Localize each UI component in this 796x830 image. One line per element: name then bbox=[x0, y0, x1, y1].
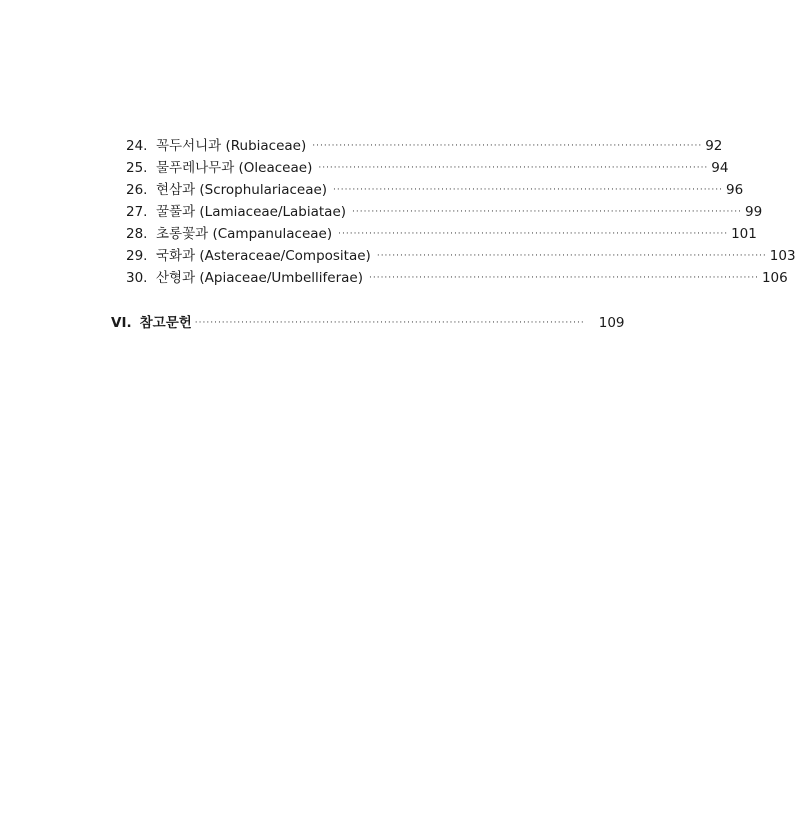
entry-title: 초롱꽃과 (Campanulaceae) bbox=[156, 226, 333, 242]
entry-number: 26. bbox=[126, 182, 148, 198]
toc-entry-29[interactable] bbox=[126, 246, 796, 266]
dot-leader: ····································································································· bbox=[318, 163, 709, 173]
entry-page-number: 101 bbox=[731, 226, 757, 242]
chapter-title: 참고문헌 bbox=[139, 315, 192, 331]
dot-leader: ····································································································· bbox=[376, 251, 767, 261]
entry-title: 물푸레나무과 (Oleaceae) bbox=[156, 160, 313, 176]
dot-leader: ····································································································· bbox=[368, 273, 759, 283]
entry-page-number: 103 bbox=[769, 248, 796, 264]
entry-number: 30. bbox=[126, 270, 148, 286]
chapter-number: VI. bbox=[111, 315, 132, 331]
entry-title: 산형과 (Apiaceae/Umbelliferae) bbox=[156, 270, 363, 286]
entry-number: 29. bbox=[126, 248, 148, 264]
toc-entry-27[interactable] bbox=[126, 202, 763, 222]
entry-number: 27. bbox=[126, 204, 148, 220]
toc-entry-25[interactable] bbox=[126, 158, 729, 178]
toc-chapter-references[interactable] bbox=[111, 313, 625, 333]
toc-entry-26[interactable] bbox=[126, 180, 744, 200]
toc-entry-24[interactable] bbox=[126, 136, 723, 156]
dot-leader: ····································································································· bbox=[338, 229, 729, 239]
entry-page-number: 106 bbox=[761, 270, 788, 286]
entry-page-number: 96 bbox=[726, 182, 744, 198]
dot-leader: ····································································································· bbox=[333, 185, 723, 195]
entry-number: 28. bbox=[126, 226, 148, 242]
entry-title: 국화과 (Asteraceae/Compositae) bbox=[156, 248, 371, 264]
dot-leader: ····································································································· bbox=[194, 318, 585, 328]
entry-number: 25. bbox=[126, 160, 148, 176]
chapter-page-number: 109 bbox=[598, 315, 625, 331]
entry-title: 꼭두서니과 (Rubiaceae) bbox=[156, 138, 307, 154]
entry-page-number: 99 bbox=[744, 204, 763, 220]
toc-entry-28[interactable] bbox=[126, 224, 757, 244]
entry-page-number: 92 bbox=[705, 138, 723, 154]
dot-leader: ····································································································· bbox=[312, 141, 703, 151]
entry-title: 꿀풀과 (Lamiaceae/Labiatae) bbox=[156, 204, 347, 220]
toc-entry-30[interactable] bbox=[126, 268, 788, 288]
dot-leader: ····································································································· bbox=[352, 207, 742, 217]
entry-number: 24. bbox=[126, 138, 148, 154]
entry-title: 현삼과 (Scrophulariaceae) bbox=[156, 182, 328, 198]
entry-page-number: 94 bbox=[711, 160, 729, 176]
